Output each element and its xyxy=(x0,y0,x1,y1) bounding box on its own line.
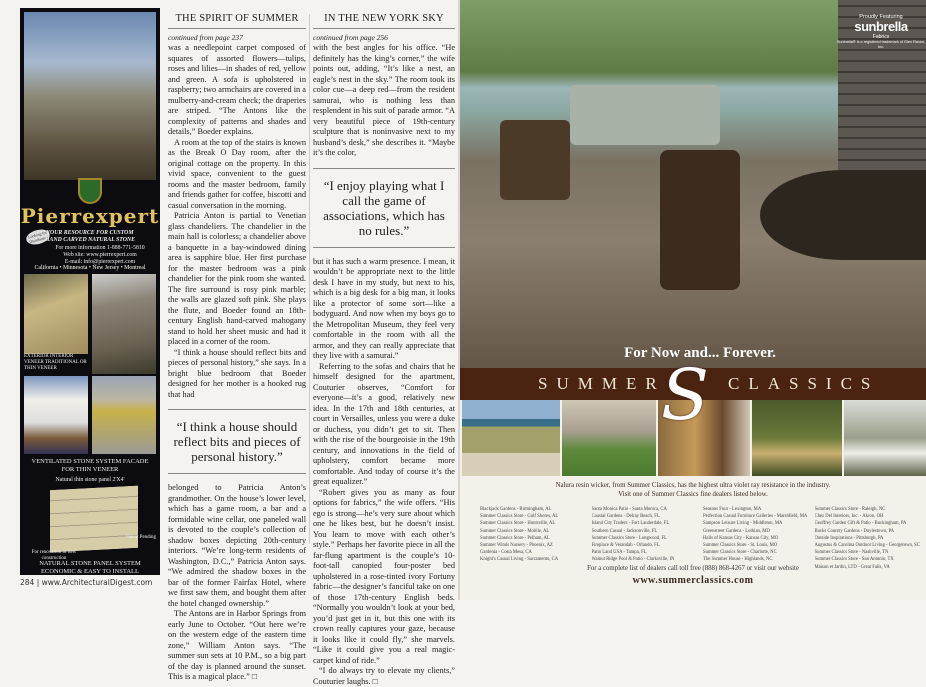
paragraph: “I think a house should reflect bits and pieces of personal history,” she says. In a bright blue bedroom that Boeder designed for her mother is a hooked rug that had xyxy=(168,347,306,399)
crest-icon xyxy=(78,178,102,204)
wicker-chair xyxy=(500,120,570,200)
dealer: Greenstreet Gardens - Lothian, MD xyxy=(703,528,770,534)
dealer-column xyxy=(480,506,586,571)
dealer: Geoffrey Garden Gift & Patio - Buckingham, PA xyxy=(814,521,907,527)
paragraph: with the best angles for his office. “He definitely has the king’s corner,” the wife points out, adding, “It’s like a nest, an eagle’s nest in the sky.” The room took its color cue—a deep red—from the resident samurai, who is nothing less than resplendent in his suit of parade armor. “A very beautiful piece of 19th-century sculpture that is noninvasive next to my husband’s desk,” she describes it. “Maybe it’s the color, xyxy=(313,43,455,157)
dealer: Patio Land USA - Tampa, FL xyxy=(591,550,647,556)
dealer: Perfection Casual Furniture Galleries - Marshfield, MA xyxy=(703,514,808,520)
dealer-call-line: For a complete list of dealers call toll free (888) 868-4267 or visit our website xyxy=(587,565,799,572)
paragraph: belonged to Patricia Anton’s grandmother. On the house’s lower level, which has a game room, a bar and a formidable wine cellar, one paneled wall is devoted to the couple’s collection of shadow boxes depicting 20th-century interiors. “We’re long-term residents of Washington, D.C.,” Patricia Anton says. “We admired the shadow boxes in the bar of the former Fairfax Hotel, where we first saw them, and bought them after the hotel changed ownership.” xyxy=(168,483,306,608)
ad-tagline: For Now and... Forever. xyxy=(624,345,776,361)
paragraph: Referring to the sofas and chairs that he himself designed for the apartment, Couturier observes, “Comfort for everyone—it’s a good, relatively new idea. In the 17th and 18th centuries, at court in Versailles, unless you were a duke or duchess, you didn’t get to sit. Then with the rise of the bourgeoisie in the 19th century, and innovations in the field of upholstery, comfort became more comfortable. And today of course it’s the great equalizer.” xyxy=(313,361,455,486)
renovation-note: For renovation or new construction xyxy=(31,550,77,561)
pull-quote: “I enjoy playing what I call the game of associations, which has no rules.” xyxy=(313,168,455,248)
dealer-column xyxy=(703,506,809,571)
dealer: Bucks Country Gardens - Doylestown, PA xyxy=(814,528,895,534)
dealer: Fireplace & Verandah - Orlando, FL xyxy=(591,543,660,549)
garden-chair-photo xyxy=(752,400,842,476)
beach-chair-photo xyxy=(462,400,560,476)
paragraph: was a needlepoint carpet composed of squares of assorted flowers—tulips, roses and lilies—in shades of red, yellow and green. A sofa is upholstered in raspberry; two armchairs are covered in a mulberry-and-cream check; the draperies are striped. “The Antons like the complexity of patterns and shades and details,” Boeder explains. xyxy=(168,43,306,136)
dealer: Coastal Gardens - Delray Beach, FL xyxy=(591,514,660,520)
continued-note: continued from page 256 xyxy=(313,32,388,42)
ad-email[interactable]: E-mail: info@pierrexpert.com xyxy=(64,259,136,265)
veneer-caption: EXTERIOR INTERIOR VENEER TRADITIONAL OR THIN VENEER xyxy=(24,354,87,371)
sunbrella-trademark: Sunbrella® is a registered trademark of Glen Raven, Inc. xyxy=(836,40,926,49)
dealer: Sampson Leisure Living - Middleton, MA xyxy=(703,521,783,527)
brand-left: SUMMER xyxy=(538,374,666,393)
pierrexpert-ad xyxy=(20,8,160,575)
paragraph: A room at the top of the stairs is known as the Break O Day room, after the original cottage on the property. In this vivid space, convenient to the guest rooms and the master bedroom, family and friends gather for coffee, biscotti and casual conversation in the morning. xyxy=(168,137,306,210)
castle-photo xyxy=(24,12,156,180)
visit-dealers: Visit one of Summer Classics fine dealers listed below. xyxy=(618,491,768,498)
dealer: Summer Classics Store - Raleigh, NC xyxy=(814,507,886,512)
dealer: Seasons Four - Lexington, MA xyxy=(703,507,762,512)
pull-quote: “I think a house should reflect bits and pieces of personal history.” xyxy=(168,409,306,474)
dealer: Summer Classics Store - Gulf Shores, AL xyxy=(480,514,559,520)
paragraph: but it has such a warm presence. I mean, it wouldn’t be appropriate next to the little desk I have in my study, but next to his, which is a big desk for a big man, it looks like a protector of some sort—like a bodyguard. And now when my boys go to the Metropolitan Museum, they feel very comfortable in the room with all the armor, and they can really appreciate that they live with a samurai.” xyxy=(313,256,455,360)
paragraph: “I do always try to elevate my clients,” Couturier laughs. □ xyxy=(313,666,455,686)
patent-note: Patent Pending xyxy=(125,535,157,540)
dealer: Knight's Casual Living - Sacramento, CA xyxy=(480,557,559,563)
dealer: Blackjack Gardens - Birmingham, AL xyxy=(480,507,552,512)
dealer: The Summer House - Highlands, NC xyxy=(703,557,773,563)
dealer-list xyxy=(480,506,920,571)
ad-tagline-1: YOUR RESOURCE FOR CUSTOM xyxy=(46,230,134,236)
dining-table xyxy=(760,170,926,260)
dealer: Augustus & Carolina Outdoor Living - Georgetown, SC xyxy=(814,543,920,549)
stone-panel-headline: NATURAL STONE PANEL SYSTEM ECONOMIC & EASY TO INSTALL xyxy=(39,560,141,575)
sunbrella-featuring: Proudly Featuring xyxy=(859,14,903,20)
dealer: Summer Classics Store - Mobile, AL xyxy=(480,528,550,534)
stone-tower-photo xyxy=(92,274,156,374)
paragraph: “Robert gives you as many as four options for fabrics,” the wife offers. “His ego is strong—he’s very sure about which one he likes best, but he doesn’t insist. You learn to move with each other’s style.” Perhaps her favorite piece in all the far-flung apartment is the couple’s 10-foot-tall canopied four-poster bed upholstered in a rose-tinted ivory Fortuny fabric—the designer’s fanciful take on one of those 17th-century English beds. “Normally you wouldn’t look at your bed, you’d just get in it, but this one with its crown really captures your gaze, because it looks like it could fly,” she marvels. “Like it could give you a real magic-carpet kind of ride.” xyxy=(313,487,455,665)
dealer: Outside Inspirations - Pittsburgh, PA xyxy=(814,535,884,541)
continued-note: continued from page 237 xyxy=(168,32,243,42)
ad-tagline-2: HAND CARVED NATURAL STONE xyxy=(45,237,135,243)
dealer: Chez Del Interiors, Inc. - Akron, OH xyxy=(814,514,884,520)
dealer: Island City Traders - Fort Lauderdale, FL xyxy=(591,521,670,527)
dealer: Maison et Jardin, LTD - Great Falls, VA xyxy=(814,564,890,570)
sofa xyxy=(570,85,720,145)
scaffold-photo xyxy=(92,376,156,454)
paragraph: Patricia Anton is partial to Venetian glass chandeliers. The chandelier in the main hall is colorless; a chandelier above a banquette in a bay-windowed dining area is sapphire blue. Her first purchase for the master bedroom was a pink chandelier for the pink room she wanted. The fire surround is rosy pink marble; the walls are glazed soft pink. She plays the flute, and Boeder found an 18th-century English hand-carved mahogany stand to hold her sheet music and had it placed in a corner of the room. xyxy=(168,211,306,346)
dealer: Gardenia - Costa Mesa, CA xyxy=(480,550,532,556)
ad-brand: Pierrexpert xyxy=(20,204,160,228)
sunbrella-fabrics: Fabrics xyxy=(872,34,890,40)
dealer: Summer Classics Store - Pelham, AL xyxy=(480,535,550,541)
dealer: Summer Classics Store - San Antonio, TX xyxy=(814,557,894,563)
facade-photo xyxy=(24,376,88,454)
dealer: Summer Classics Store - Charlotte, NC xyxy=(703,550,777,556)
orange-chair-photo xyxy=(562,400,656,476)
ventilated-headline: VENTILATED STONE SYSTEM FACADE FOR THIN VENEER xyxy=(31,458,149,473)
paragraph: The Antons are in Harbor Springs from early June to October. “Out here we’re on the western edge of the eastern time zone,” William Anton says. “The summer sun sets at 10 P.M., so a big part of the day is planned around the sunset. This is a magical place.” □ xyxy=(168,609,306,681)
panel-size: Natural thin stone panel 2'X4' xyxy=(55,477,125,483)
article-title: THE SPIRIT OF SUMMER xyxy=(168,14,306,29)
article-spirit-of-summer xyxy=(168,14,306,683)
product-description: Nalura resin wicker, from Summer Classics, has the highest ultra violet ray resistance in the industry. xyxy=(555,482,831,489)
dealer: Summer Classics Store - Longwood, FL xyxy=(591,535,668,541)
ad-phone: For more information 1-888-771-5810 xyxy=(55,245,145,251)
dealer: Summer Winds Nursery - Phoenix, AZ xyxy=(480,543,553,549)
dealer-column xyxy=(592,506,698,571)
distributors-badge: Looking for Distributors xyxy=(25,227,52,247)
article-new-york-sky xyxy=(313,14,455,687)
dealer: Summer Classics Store - St. Louis, MO xyxy=(703,543,778,549)
column-divider xyxy=(309,14,310,544)
sunbrella-badge xyxy=(836,14,926,49)
dealer: Summer Classics Store - Nashville, TN xyxy=(814,550,889,556)
dealer: Summer Classics Store - Huntsville, AL xyxy=(480,521,556,527)
sc-monogram-logo: S xyxy=(661,354,709,436)
article-title: IN THE NEW YORK SKY xyxy=(313,14,455,29)
stone-panel-photo xyxy=(50,486,138,553)
iron-chair-photo xyxy=(844,400,926,476)
dealer-column xyxy=(815,506,921,571)
stone-wall-photo xyxy=(24,274,88,354)
ad-website-link[interactable]: www.summerclassics.com xyxy=(632,575,754,586)
page-folio: 284 | www.ArchitecturalDigest.com xyxy=(20,578,153,587)
brand-right: CLASSICS xyxy=(728,374,880,393)
dealer: Santa Monica Patio - Santa Monica, CA xyxy=(591,507,667,512)
ad-locations: California • Minnesota • New Jersey • Montreal xyxy=(34,265,146,271)
dealer: Southern Casual - Jacksonville, FL xyxy=(591,528,658,534)
wicker-chair xyxy=(660,150,740,290)
ad-website[interactable]: Web site: www.pierrexpert.com xyxy=(63,252,137,258)
dealer: Halls of Kansas City - Kansas City, MO xyxy=(703,535,779,541)
dealer: Walnut Ridge Pool & Patio - Clarksville, IN xyxy=(591,557,675,563)
sunbrella-logo: sunbrella xyxy=(854,19,908,34)
